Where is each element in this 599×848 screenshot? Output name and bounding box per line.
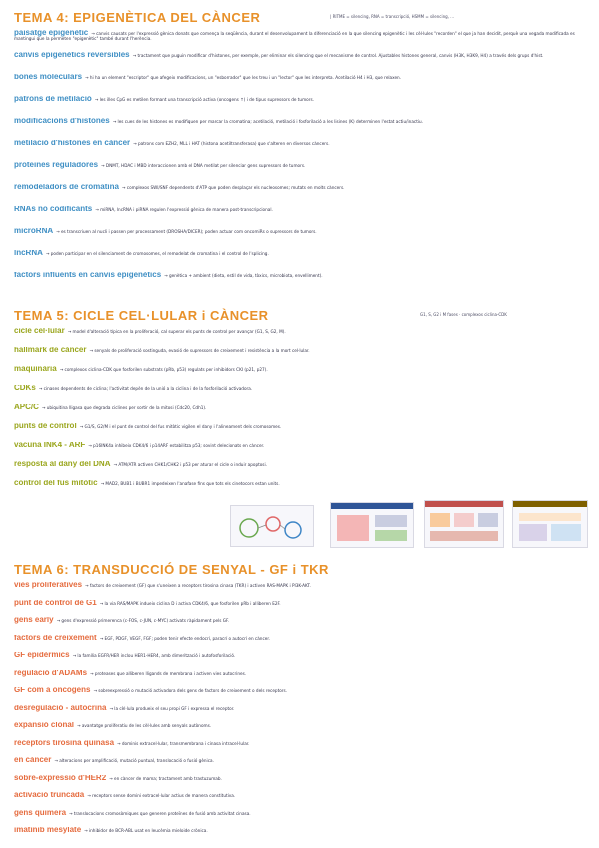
tema6-entry	[14, 775, 586, 792]
tema4-term: microRNA	[14, 228, 54, 235]
tema5-description: → cinases dependents de ciclina; l'activitat depèn de la unió a la ciclina i de la fosforilació activadora.	[38, 386, 253, 391]
tema6-description: → EGF, PDGF, VEGF, FGF; poden tenir efecte endocrí, paracrí o autocrí en càncer.	[99, 635, 271, 641]
tema4-description: → tractament que puguin modificar d'histones, per exemple, per eliminar els silencing que el mecanisme de control. Ajustables histones general, canvis (H3K, H3K9, H4) a través dels grups d'hist.	[132, 53, 544, 58]
tema6-term: receptors tirosina quinasa	[14, 739, 115, 747]
tema6-description: → inhibidor de BCR-ABL usat en leucèmia mieloide crònica.	[84, 828, 208, 833]
tema4-description: → es transcriuen al nucli i passen per processament (DROSHA/DICER); poden actuar com oncomiRs o supressors de tumors.	[56, 229, 317, 234]
tema5-entry	[14, 480, 586, 498]
tema4-entry	[14, 140, 586, 161]
tema6-entry	[14, 810, 586, 827]
tema6-term: factors de creixement	[14, 634, 97, 642]
tema6-entry	[14, 705, 586, 722]
tema6-title: TEMA 6: TRANSDUCCIÓ DE SENYAL - GF i TKR	[14, 562, 329, 577]
tema4-entry	[14, 118, 586, 139]
tema6-entry	[14, 792, 586, 809]
tema6-term: punt de control de G1	[14, 599, 97, 607]
tema6-description: → dominis extracel·lular, transmembrana i cinasa intracel·lular.	[117, 740, 250, 746]
tema6-description: → la família EGFR/HER inclou HER1-HER4, amb dimerització i autofosforilació.	[72, 653, 236, 658]
tema4-entry	[14, 96, 586, 117]
tema4-term: paisatge epigenètic	[14, 30, 89, 37]
tema4-entry	[14, 184, 586, 205]
tema5-description: → G1/S, G2/M i el punt de control del fus mitòtic vigilen el dany i l'alineament dels cromosomes.	[79, 424, 282, 429]
tema6-term: sobre-expressió d'HER2	[14, 774, 107, 782]
tema4-term: modificacions d'histones	[14, 118, 110, 125]
tema4-entry	[14, 74, 586, 95]
tema6-entry	[14, 722, 586, 739]
tema5-term: control del fus mitòtic	[14, 480, 98, 487]
tema5-entry	[14, 366, 586, 384]
tema5-entry	[14, 404, 586, 422]
tema6-description: → avantatge proliferatiu de les cèl·lules amb senyals autònoms.	[77, 723, 212, 728]
tema4-term: factors influents en canvis epigenètics	[14, 272, 162, 279]
tema4-entry	[14, 30, 586, 51]
tema6-term: regulació d'ADAMs	[14, 669, 88, 677]
tema4-title: TEMA 4: EPIGENÈTICA DEL CÀNCER	[14, 10, 261, 25]
tema6-term: activació truncada	[14, 792, 85, 799]
tema5-entry	[14, 423, 586, 441]
tema4-entry	[14, 162, 586, 183]
tema6-term: gens early	[14, 617, 54, 624]
tema5-description: → senyals de proliferació sostinguda, evasió de supressors de creixement i resistència a la mort cel·lular.	[89, 348, 310, 353]
tema5-entry	[14, 347, 586, 365]
checkpoint-figure	[330, 502, 414, 548]
tema6-entry	[14, 617, 586, 634]
tema6-entry	[14, 582, 586, 599]
tema6-term: vies proliferatives	[14, 582, 83, 589]
tema5-description: → complexos ciclina-CDK que fosforilen substrats (pRb, p53) regulats per inhibidors CKI (p21, p27).	[59, 367, 268, 372]
tema6-entry	[14, 687, 586, 704]
tema4-entry	[14, 228, 586, 249]
tema4-description: → poden participar en el silenciament de cromosomes, el remodelat de cromatina i el control de l'splicing.	[45, 251, 269, 256]
tema6-entry	[14, 652, 586, 669]
tema6-description: → en càncer de mama; tractament amb trastuzumab.	[109, 775, 222, 781]
tema4-description: → patrons com EZH2, MLL i HAT (histona acetiltransferasa) que s'alteren en diversos càncers.	[133, 141, 330, 146]
tema4-term: canvis epigenètics reversibles	[14, 52, 130, 59]
tema6-entry	[14, 670, 586, 687]
tema5-term: maquinària	[14, 366, 57, 373]
tema4-term: metilació d'histones en càncer	[14, 140, 131, 147]
tema4-description: → miRNA, lncRNA i piRNA regulen l'expressió gènica de manera post-transcripcional.	[95, 207, 273, 212]
tema5-term: resposta al dany del DNA	[14, 461, 111, 468]
tema4-description: → hi ha un element "escriptor" que afegeix modificacions, un "esborrador" que les treu i un "lector" que les interpreta. Acetilació H4 i H3, que relaxen.	[85, 75, 402, 80]
tema5-term: APC/C	[14, 404, 39, 411]
tema5-entry	[14, 461, 586, 479]
tema5-description: → ubiquitina lligasa que degrada ciclines per sortir de la mitosi (Cdc20, Cdh1).	[41, 405, 207, 410]
tema6-description: → la cèl·lula produeix el seu propi GF i expressa el receptor.	[109, 705, 235, 711]
cell-cycle-sketch	[231, 506, 313, 546]
tema4-entry	[14, 250, 586, 271]
tema5-description: → ATM/ATR activen CHK1/CHK2 i p53 per aturar el cicle o induir apoptosi.	[113, 462, 267, 467]
tema5-entry	[14, 385, 586, 403]
tema6-entry	[14, 740, 586, 757]
tema4-entry	[14, 206, 586, 227]
tema5-entry	[14, 442, 586, 460]
tema5-description: → p16INK4a inhibeix CDK4/6 i p14ARF estabilitza p53; sovint delecionats en càncer.	[88, 443, 265, 448]
tema4-term: patrons de metilació	[14, 96, 92, 103]
tema6-description: → factors de creixement (GF) que s'uneixen a receptors tirosina cinasa (TKR) i activen RAS-MAPK i PI3K-AKT.	[85, 583, 311, 588]
tema6-entry	[14, 600, 586, 617]
tema6-term: gens quimera	[14, 809, 67, 817]
tema4-term: lncRNA	[14, 250, 43, 257]
tema5-term: CDKs	[14, 385, 36, 392]
tema6-description: → gens d'expressió primerenca (c-FOS, c-JUN, c-MYC) activats ràpidament pels GF.	[56, 618, 230, 623]
tema5-term: hallmark de càncer	[14, 347, 87, 354]
dna-damage-figure	[512, 500, 588, 548]
tema4-description: → les illes CpG es metilen formant una transcripció activa (oncogens ↑) i de tipus supressors de tumors.	[94, 97, 314, 102]
tema5-aside-note: G1, S, G2 i M fases · complexos ciclina-CDK	[420, 312, 507, 317]
tema6-entry	[14, 635, 586, 652]
tema5-term: punts de control	[14, 423, 77, 430]
tema4-description: → canvis causats per l'expressió gènica donats que comença la seqüència, durant el desenvolupament la diferenciació en la que silencing epigenètic i les cèl·lules "recorden" el que ja han decidit, perquè una vegada modificada es mantingui que la permeten "epigenètic" també durant l'herència.	[14, 31, 575, 42]
tema6-term: GF com a oncogens	[14, 687, 91, 694]
tema6-term: expansió clonal	[14, 722, 75, 729]
tema4-aside-note: | RITME = silencing, RNA = transcripció, HSMM = silencing, ...	[330, 14, 454, 19]
tema6-term: imatinib mesylate	[14, 827, 82, 834]
tema4-term: RNAs no codificants	[14, 206, 93, 213]
tema6-entry	[14, 757, 586, 774]
tema6-description: → la via RAS/MAPK indueix ciclina D i activa CDK4/6, que fosforilen pRb i alliberen E2F.	[99, 600, 281, 606]
tema4-term: bones moleculars	[14, 74, 83, 81]
tema6-description: → sobreexpressió o mutació activadora dels gens de factors de creixement o dels receptors.	[93, 688, 288, 693]
tema4-term: proteïnes reguladores	[14, 162, 99, 169]
tema5-term: cicle cel·lular	[14, 328, 65, 335]
tema6-term: GF epidèrmics	[14, 652, 70, 659]
tema6-entry	[14, 827, 586, 844]
tema4-description: → DNMT, HDAC i MBD interaccionen amb el DNA metilat per silenciar gens supressors de tumors.	[101, 163, 306, 168]
tema4-entry	[14, 52, 586, 73]
tema5-term: vacuna INK4 - ARF	[14, 442, 86, 449]
tema5-description: → MAD2, BUB1 i BUBR1 impedeixen l'anafase fins que tots els cinetocors estan units.	[100, 481, 280, 486]
tema4-term: remodeladors de cromatina	[14, 184, 119, 191]
tema5-title: TEMA 5: CICLE CEL·LULAR i CÀNCER	[14, 308, 269, 323]
tema6-description: → alteracions per amplificació, mutació puntual, translocació o fusió gènica.	[54, 758, 214, 763]
tema4-description: → complexos SWI/SNF dependents d'ATP que poden desplaçar els nucleosomes; mutats en molts càncers.	[121, 185, 345, 190]
tema6-description: → proteases que alliberen lligands de membrana i activen vies autocrines.	[90, 670, 247, 676]
tema4-entry	[14, 272, 586, 293]
tema6-description: → translocacions cromosòmiques que generen proteïnes de fusió amb activitat cinasa.	[69, 810, 251, 816]
tema4-description: → genètica + ambient (dieta, estil de vida, tòxics, microbiota, envelliment).	[164, 273, 323, 278]
mitosis-figure	[424, 500, 504, 548]
tema6-term: desregulació - autocrina	[14, 704, 107, 712]
tema5-description: → model d'alteració típica en la proliferació, cal superar els punts de control per avançar (G1, S, G2, M).	[67, 329, 286, 334]
tema6-term: en càncer	[14, 757, 52, 764]
tema4-description: → les cues de les histones es modifiquen per marcar la cromatina; acetilació, metilació i fosforilació a les lisines (K) determinen l'estat actiu/inactiu.	[112, 119, 423, 124]
tema5-entry	[14, 328, 586, 346]
cell-cycle-diagram	[230, 505, 314, 547]
tema6-description: → receptors sense domini extracel·lular actius de manera constitutiva.	[87, 793, 236, 798]
